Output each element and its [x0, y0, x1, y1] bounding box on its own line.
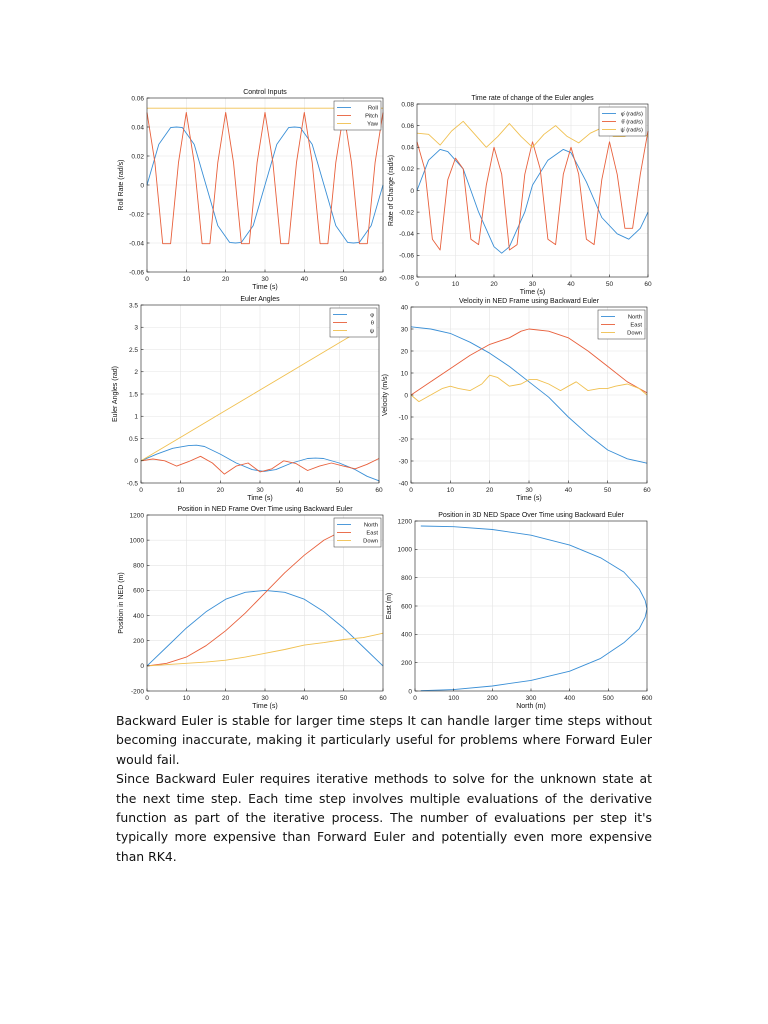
- y-axis-label: Velocity (m/s): [382, 373, 389, 417]
- x-tick-label: 40: [300, 276, 308, 283]
- y-tick-label: 1000: [397, 546, 412, 554]
- x-tick-label: 200: [486, 695, 498, 702]
- y-tick-label: 1.5: [128, 391, 138, 399]
- y-tick-label: 600: [401, 603, 412, 611]
- x-tick-label: 10: [182, 695, 190, 702]
- x-tick-label: 100: [448, 695, 460, 702]
- y-tick-label: -0.04: [399, 231, 414, 239]
- x-tick-label: 300: [525, 695, 537, 702]
- chart-title: Velocity in NED Frame using Backward Euler: [458, 298, 600, 305]
- plot-euler-angles: [112, 296, 383, 502]
- y-tick-label: -0.06: [399, 252, 414, 260]
- y-tick-label: -0.04: [129, 240, 144, 248]
- y-tick-label: -0.02: [399, 209, 414, 217]
- legend-label: θ: [370, 320, 374, 327]
- y-tick-label: 0: [408, 688, 412, 696]
- x-tick-label: 10: [182, 276, 190, 283]
- x-tick-label: 600: [641, 695, 653, 702]
- y-tick-label: 0.5: [128, 435, 138, 443]
- y-tick-label: 0.08: [401, 101, 414, 109]
- y-tick-label: -0.06: [129, 269, 144, 277]
- y-tick-label: 0: [140, 663, 144, 671]
- x-tick-label: 50: [604, 487, 612, 494]
- chart-title: Control Inputs: [243, 89, 287, 96]
- plot-euler-angle-rates: [388, 95, 652, 296]
- x-tick-label: 60: [379, 695, 387, 702]
- y-tick-label: 1000: [129, 537, 144, 545]
- x-tick-label: 20: [222, 695, 230, 702]
- legend-label: θ̇ (rad/s): [621, 119, 643, 126]
- x-tick-label: 10: [446, 487, 454, 494]
- y-tick-label: 0.06: [401, 122, 414, 130]
- chart-title: Time rate of change of the Euler angles: [471, 95, 594, 102]
- x-tick-label: 50: [605, 281, 614, 288]
- x-axis-label: Time (s): [252, 703, 278, 710]
- legend-label: North: [627, 314, 642, 321]
- legend-label: ψ̇ (rad/s): [620, 127, 643, 134]
- chart-title: Position in NED Frame Over Time using Backward Euler: [177, 506, 353, 513]
- plot-ned-velocity: [382, 298, 651, 502]
- legend-label: Down: [627, 330, 642, 337]
- x-tick-label: 40: [567, 281, 575, 288]
- legend-label: Roll: [368, 105, 378, 112]
- x-tick-label: 30: [256, 487, 264, 494]
- y-tick-label: 40: [400, 304, 408, 312]
- y-tick-label: 800: [401, 574, 412, 582]
- y-tick-label: 1200: [129, 512, 144, 520]
- x-tick-label: 60: [643, 487, 651, 494]
- x-tick-label: 0: [413, 695, 417, 702]
- legend-label: East: [366, 530, 378, 537]
- y-tick-label: 0: [404, 392, 408, 400]
- x-tick-label: 30: [525, 487, 533, 494]
- x-axis-label: Time (s): [247, 495, 273, 502]
- x-tick-label: 30: [261, 276, 269, 283]
- y-tick-label: 0.04: [401, 144, 414, 152]
- y-axis-label: East (m): [386, 592, 393, 620]
- paragraph: Backward Euler is stable for larger time steps It can handle larger time steps without becoming inaccurate, making it particularly useful for problems where Forward Euler would fail.: [116, 713, 652, 767]
- x-tick-label: 0: [145, 695, 149, 702]
- x-axis-label: Time (s): [252, 284, 278, 291]
- x-tick-label: 500: [602, 695, 614, 702]
- y-tick-label: 30: [400, 326, 408, 334]
- y-tick-label: 800: [133, 562, 144, 570]
- y-tick-label: 2.5: [128, 346, 138, 354]
- y-tick-label: 20: [400, 348, 408, 356]
- x-tick-label: 400: [564, 695, 576, 702]
- x-tick-label: 20: [486, 487, 494, 494]
- y-tick-label: 1: [134, 413, 138, 421]
- x-tick-label: 60: [379, 276, 387, 283]
- y-tick-label: -0.5: [126, 480, 138, 488]
- paragraph: Since Backward Euler requires iterative methods to solve for the unknown state at the next time step. Each time step involves multiple evaluations of the derivative function as part of the iterative process. The number of evaluations per step it's typically more expensive than Forward Euler and potentially even more expensive than RK4.: [116, 771, 652, 864]
- y-tick-label: -0.08: [399, 274, 414, 282]
- x-tick-label: 30: [528, 281, 537, 288]
- x-tick-label: 0: [415, 281, 419, 288]
- legend-label: Pitch: [365, 113, 378, 120]
- plot-ned-position: [118, 506, 387, 710]
- y-tick-label: 400: [401, 631, 412, 639]
- y-tick-label: 200: [133, 638, 144, 646]
- x-tick-label: 40: [296, 487, 304, 494]
- y-axis-label: Position in NED (m): [118, 572, 125, 634]
- y-tick-label: 3: [134, 324, 138, 332]
- x-tick-label: 0: [139, 487, 143, 494]
- legend-label: North: [363, 522, 378, 529]
- x-tick-label: 0: [145, 276, 149, 283]
- y-tick-label: 200: [401, 659, 412, 667]
- legend-label: Yaw: [367, 121, 378, 128]
- legend-label: Down: [363, 538, 378, 545]
- x-tick-label: 30: [261, 695, 269, 702]
- legend-label: φ̇ (rad/s): [620, 111, 643, 118]
- plot-3d-ned-position: [386, 512, 653, 710]
- legend-label: ψ: [369, 328, 374, 335]
- y-tick-label: 0: [134, 458, 138, 466]
- x-tick-label: 50: [340, 276, 348, 283]
- y-tick-label: 1200: [397, 518, 412, 526]
- x-tick-label: 20: [222, 276, 230, 283]
- y-tick-label: -10: [398, 414, 408, 422]
- y-tick-label: 0: [410, 187, 414, 195]
- chart-title: Euler Angles: [240, 296, 280, 303]
- y-tick-label: 0.04: [131, 124, 144, 132]
- x-axis-label: North (m): [516, 703, 546, 710]
- body-text: [116, 711, 652, 866]
- x-tick-label: 10: [451, 281, 460, 288]
- y-tick-label: 0.02: [401, 166, 414, 174]
- x-tick-label: 60: [644, 281, 652, 288]
- x-tick-label: 40: [300, 695, 308, 702]
- x-tick-label: 10: [177, 487, 185, 494]
- y-tick-label: 10: [400, 370, 408, 378]
- y-tick-label: -40: [398, 480, 408, 488]
- y-tick-label: 2: [134, 369, 138, 377]
- x-tick-label: 50: [335, 487, 343, 494]
- y-tick-label: 0: [140, 182, 144, 190]
- x-tick-label: 60: [375, 487, 383, 494]
- legend-label: East: [630, 322, 642, 329]
- y-axis-label: Roll Rate (rad/s): [118, 159, 125, 211]
- x-tick-label: 0: [409, 487, 413, 494]
- y-axis-label: Euler Angles (rad): [112, 365, 119, 423]
- y-tick-label: 3.5: [128, 302, 138, 310]
- y-tick-label: 0.02: [131, 153, 144, 161]
- x-tick-label: 20: [216, 487, 224, 494]
- y-axis-label: Rate of Change (rad/s): [388, 154, 395, 227]
- plot-control-inputs: [118, 89, 387, 291]
- y-tick-label: 0.06: [131, 95, 144, 103]
- y-tick-label: -20: [398, 436, 408, 444]
- x-tick-label: 20: [490, 281, 498, 288]
- x-axis-label: Time (s): [519, 289, 546, 296]
- legend-label: φ: [370, 312, 374, 319]
- x-axis-label: Time (s): [516, 495, 542, 502]
- y-tick-label: 600: [133, 587, 144, 595]
- y-tick-label: -200: [130, 688, 144, 696]
- y-tick-label: -30: [398, 458, 408, 466]
- chart-title: Position in 3D NED Space Over Time using Backward Euler: [438, 512, 624, 519]
- y-tick-label: -0.02: [129, 211, 144, 219]
- x-tick-label: 50: [340, 695, 348, 702]
- x-tick-label: 40: [564, 487, 572, 494]
- y-tick-label: 400: [133, 612, 144, 620]
